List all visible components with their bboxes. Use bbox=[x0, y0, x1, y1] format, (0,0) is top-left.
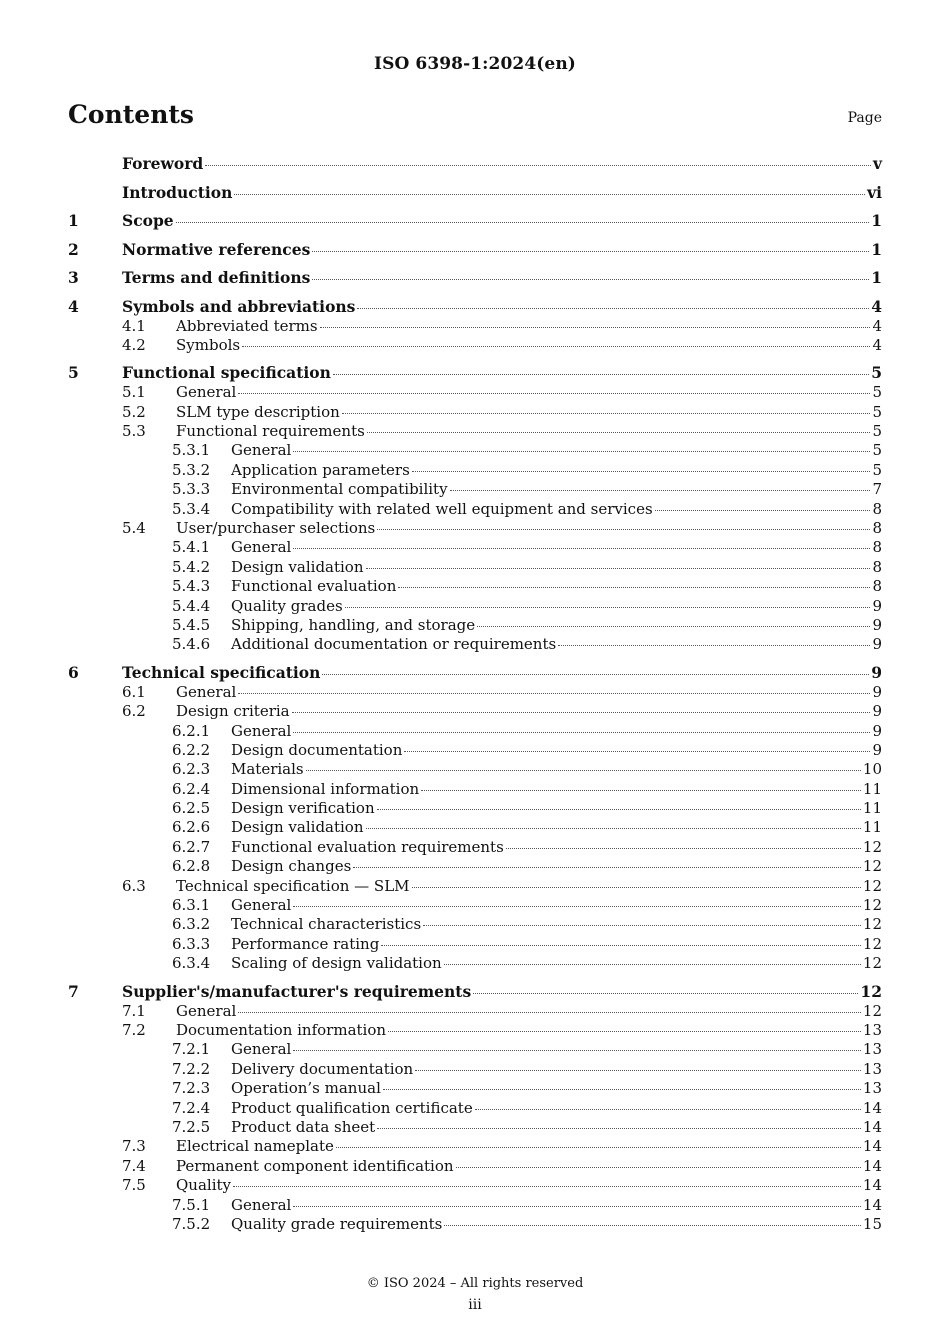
page-column-label: Page bbox=[847, 110, 882, 126]
toc-entry-number: 5.3 bbox=[122, 422, 146, 441]
toc-entry[interactable] bbox=[68, 519, 882, 538]
toc-entry-number: 4 bbox=[68, 296, 79, 316]
toc-entry-number: 5.4.2 bbox=[172, 557, 211, 576]
toc-entry[interactable] bbox=[68, 818, 882, 837]
toc-entry-title: Design verification bbox=[231, 799, 375, 818]
toc-entry[interactable] bbox=[68, 1196, 882, 1215]
toc-entry[interactable] bbox=[68, 336, 882, 355]
toc-entry-number: 6.3.2 bbox=[172, 915, 211, 934]
toc-entry[interactable] bbox=[68, 1176, 882, 1195]
table-of-contents bbox=[68, 153, 882, 1234]
toc-entry-page: 9 bbox=[872, 702, 882, 721]
toc-dot-leader bbox=[475, 1108, 861, 1110]
toc-entry-title: User/purchaser selections bbox=[176, 519, 376, 538]
toc-entry[interactable] bbox=[68, 1060, 882, 1079]
toc-entry-title: Permanent component identification bbox=[176, 1156, 454, 1175]
toc-entry[interactable] bbox=[68, 1137, 882, 1156]
toc-entry-number: 4.2 bbox=[122, 335, 146, 354]
toc-entry-number: 6.2.5 bbox=[172, 799, 211, 818]
toc-dot-leader bbox=[366, 827, 861, 829]
toc-entry-page: 14 bbox=[862, 1176, 882, 1195]
toc-entry[interactable] bbox=[68, 1157, 882, 1176]
toc-dot-leader bbox=[415, 1069, 861, 1071]
toc-entry-title: SLM type description bbox=[176, 402, 340, 421]
toc-entry-title: Operation’s manual bbox=[231, 1079, 381, 1098]
toc-entry-number: 7.2.1 bbox=[172, 1040, 211, 1059]
toc-entry[interactable] bbox=[68, 780, 882, 799]
toc-entry[interactable] bbox=[68, 935, 882, 954]
toc-entry-page: 4 bbox=[872, 316, 882, 335]
toc-entry[interactable] bbox=[68, 635, 882, 654]
toc-entry[interactable] bbox=[68, 1099, 882, 1118]
toc-entry[interactable] bbox=[68, 577, 882, 596]
toc-entry-number: 1 bbox=[68, 211, 79, 230]
toc-entry-title: Symbols and abbreviations bbox=[122, 296, 356, 316]
toc-entry-page: v bbox=[872, 154, 882, 173]
toc-dot-leader bbox=[293, 450, 870, 452]
toc-entry-title: Scaling of design validation bbox=[231, 954, 442, 973]
toc-entry-page: 5 bbox=[871, 363, 882, 383]
toc-entry-number: 4.1 bbox=[122, 316, 146, 335]
toc-entry-number: 7.2.5 bbox=[172, 1117, 211, 1136]
toc-entry-page: 8 bbox=[872, 577, 882, 596]
toc-dot-leader bbox=[234, 193, 865, 195]
toc-entry[interactable] bbox=[68, 896, 882, 915]
toc-entry[interactable] bbox=[68, 981, 882, 1002]
toc-entry-title: General bbox=[231, 721, 292, 740]
toc-entry-title: Quality bbox=[176, 1176, 231, 1195]
toc-entry-title: Symbols bbox=[176, 335, 241, 354]
toc-dot-leader bbox=[456, 1166, 861, 1168]
toc-entry-title: Application parameters bbox=[231, 460, 410, 479]
toc-entry-title: Electrical nameplate bbox=[176, 1137, 334, 1156]
toc-entry-page: 13 bbox=[862, 1059, 882, 1078]
toc-dot-leader bbox=[506, 847, 861, 849]
toc-entry-page: 12 bbox=[862, 857, 882, 876]
toc-dot-leader bbox=[312, 278, 869, 280]
toc-entry[interactable] bbox=[68, 461, 882, 480]
toc-entry-title: General bbox=[231, 1195, 292, 1214]
toc-dot-leader bbox=[293, 731, 870, 733]
toc-entry-page: 4 bbox=[871, 296, 882, 316]
toc-entry[interactable] bbox=[68, 210, 882, 231]
toc-dot-leader bbox=[450, 489, 871, 491]
toc-dot-leader bbox=[473, 992, 858, 994]
toc-entry-number: 6.3.1 bbox=[172, 896, 211, 915]
toc-entry[interactable] bbox=[68, 538, 882, 557]
toc-entry-page: 12 bbox=[862, 954, 882, 973]
toc-entry-page: 7 bbox=[872, 480, 882, 499]
toc-dot-leader bbox=[383, 1088, 861, 1090]
toc-entry[interactable] bbox=[68, 1079, 882, 1098]
toc-entry-title: Supplier's/manufacturer's requirements bbox=[122, 981, 472, 1001]
toc-entry-page: 11 bbox=[862, 779, 882, 798]
toc-entry-page: 9 bbox=[872, 615, 882, 634]
toc-entry-title: Environmental compatibility bbox=[231, 480, 448, 499]
toc-entry-page: 9 bbox=[872, 682, 882, 701]
toc-entry-number: 2 bbox=[68, 239, 79, 259]
toc-entry[interactable] bbox=[68, 480, 882, 499]
toc-entry-page: 9 bbox=[872, 721, 882, 740]
toc-entry-title: General bbox=[231, 896, 292, 915]
toc-entry-number: 6.1 bbox=[122, 682, 146, 701]
toc-entry-number: 7.5 bbox=[122, 1176, 146, 1195]
toc-entry-number: 6.2.8 bbox=[172, 857, 211, 876]
toc-entry-title: Materials bbox=[231, 760, 304, 779]
toc-entry-page: 10 bbox=[862, 760, 882, 779]
toc-entry[interactable] bbox=[68, 915, 882, 934]
toc-entry-number: 5.4.5 bbox=[172, 615, 211, 634]
toc-entry-title: Performance rating bbox=[231, 934, 380, 953]
toc-dot-leader bbox=[333, 373, 869, 375]
toc-dot-leader bbox=[336, 1146, 861, 1148]
toc-entry-page: 8 bbox=[872, 519, 882, 538]
toc-entry[interactable] bbox=[68, 799, 882, 818]
toc-entry-number: 5.3.2 bbox=[172, 460, 211, 479]
toc-entry-number: 5.4.4 bbox=[172, 596, 211, 615]
toc-dot-leader bbox=[367, 431, 871, 433]
toc-entry[interactable] bbox=[68, 403, 882, 422]
toc-dot-leader bbox=[377, 808, 861, 810]
toc-dot-leader bbox=[342, 412, 871, 414]
toc-dot-leader bbox=[398, 586, 870, 588]
toc-dot-leader bbox=[388, 1030, 861, 1032]
toc-entry-page: 9 bbox=[871, 662, 882, 682]
toc-entry-page: 11 bbox=[862, 799, 882, 818]
toc-entry-title: Functional evaluation requirements bbox=[231, 837, 504, 856]
toc-dot-leader bbox=[366, 567, 871, 569]
toc-dot-leader bbox=[320, 326, 871, 328]
toc-dot-leader bbox=[205, 164, 871, 166]
toc-entry-number: 5.4.3 bbox=[172, 577, 211, 596]
toc-entry-title: Documentation information bbox=[176, 1021, 387, 1039]
toc-entry-page: 5 bbox=[872, 460, 882, 479]
toc-entry-page: 4 bbox=[872, 335, 882, 354]
toc-entry-number: 7.1 bbox=[122, 1001, 146, 1020]
toc-dot-leader bbox=[412, 470, 871, 472]
toc-entry-number: 7 bbox=[68, 981, 79, 1001]
toc-entry[interactable] bbox=[68, 1002, 882, 1021]
toc-entry[interactable] bbox=[68, 877, 882, 896]
toc-entry-number: 6.3.3 bbox=[172, 934, 211, 953]
toc-entry-title: Normative references bbox=[122, 239, 311, 259]
toc-entry-page: 12 bbox=[862, 876, 882, 895]
toc-entry-page: 12 bbox=[862, 934, 882, 953]
toc-entry-title: Shipping, handling, and storage bbox=[231, 615, 476, 634]
toc-entry-title: Scope bbox=[122, 211, 174, 230]
toc-entry-page: 14 bbox=[862, 1156, 882, 1175]
toc-entry-page: 14 bbox=[862, 1137, 882, 1156]
toc-entry-number: 7.3 bbox=[122, 1137, 146, 1156]
toc-dot-leader bbox=[357, 307, 869, 309]
toc-entry-title: Design criteria bbox=[176, 702, 290, 721]
toc-entry[interactable] bbox=[68, 838, 882, 857]
toc-entry-number: 5.1 bbox=[122, 383, 146, 402]
toc-entry-number: 7.4 bbox=[122, 1156, 146, 1175]
toc-entry[interactable] bbox=[68, 383, 882, 402]
toc-entry-page: 12 bbox=[862, 837, 882, 856]
toc-entry-number: 5.2 bbox=[122, 402, 146, 421]
toc-entry-title: General bbox=[176, 682, 237, 701]
toc-entry[interactable] bbox=[68, 267, 882, 288]
toc-dot-leader bbox=[233, 1185, 861, 1187]
toc-entry-page: 12 bbox=[862, 896, 882, 915]
toc-dot-leader bbox=[444, 1224, 861, 1226]
toc-entry-title: Delivery documentation bbox=[231, 1059, 414, 1078]
toc-entry-page: 5 bbox=[872, 383, 882, 402]
toc-entry[interactable] bbox=[68, 1040, 882, 1059]
toc-entry-title: Design changes bbox=[231, 857, 352, 876]
toc-entry[interactable] bbox=[68, 857, 882, 876]
toc-entry[interactable] bbox=[68, 296, 882, 317]
footer-copyright: © ISO 2024 – All rights reserved bbox=[366, 1276, 584, 1291]
toc-dot-leader bbox=[293, 905, 861, 907]
toc-entry-page: 5 bbox=[872, 441, 882, 460]
toc-entry-title: Product qualification certificate bbox=[231, 1098, 473, 1117]
toc-entry-title: General bbox=[231, 1040, 292, 1059]
toc-dot-leader bbox=[377, 1127, 861, 1129]
toc-dot-leader bbox=[242, 345, 870, 347]
toc-dot-leader bbox=[292, 711, 871, 713]
toc-entry-title: Technical characteristics bbox=[231, 915, 422, 934]
toc-entry-number: 6 bbox=[68, 662, 79, 682]
toc-dot-leader bbox=[412, 886, 861, 888]
toc-entry-page: 5 bbox=[872, 402, 882, 421]
toc-entry-page: 1 bbox=[871, 268, 882, 287]
toc-dot-leader bbox=[306, 769, 861, 771]
toc-entry-number: 6.2.6 bbox=[172, 818, 211, 837]
toc-entry[interactable] bbox=[68, 741, 882, 760]
toc-entry-title: Design validation bbox=[231, 818, 364, 837]
toc-entry-title: General bbox=[176, 383, 237, 402]
toc-entry-number: 7.2.2 bbox=[172, 1059, 211, 1078]
toc-entry-number: 5.4.1 bbox=[172, 538, 211, 557]
toc-entry[interactable] bbox=[68, 441, 882, 460]
toc-entry-number: 7.5.1 bbox=[172, 1195, 211, 1214]
toc-entry-page: 14 bbox=[862, 1117, 882, 1136]
toc-entry[interactable] bbox=[68, 239, 882, 260]
toc-entry-title: Compatibility with related well equipment and services bbox=[231, 499, 653, 518]
toc-dot-leader bbox=[238, 392, 870, 394]
toc-entry-title: Functional evaluation bbox=[231, 577, 397, 596]
toc-entry-page: 8 bbox=[872, 538, 882, 557]
toc-entry-number: 6.2.2 bbox=[172, 740, 211, 759]
toc-dot-leader bbox=[444, 963, 861, 965]
toc-dot-leader bbox=[558, 644, 870, 646]
toc-entry-number: 7.2.4 bbox=[172, 1098, 211, 1117]
toc-entry-number: 7.5.2 bbox=[172, 1214, 211, 1233]
toc-entry-number: 5.3.3 bbox=[172, 480, 211, 499]
toc-entry-page: 12 bbox=[862, 1001, 882, 1020]
toc-entry-page: 13 bbox=[862, 1079, 882, 1098]
toc-entry-title: Dimensional information bbox=[231, 779, 420, 798]
toc-dot-leader bbox=[381, 944, 861, 946]
toc-entry-title: Abbreviated terms bbox=[176, 316, 318, 335]
toc-entry-number: 5.4.6 bbox=[172, 635, 211, 654]
toc-entry-page: 11 bbox=[862, 818, 882, 837]
toc-entry-number: 6.2.4 bbox=[172, 779, 211, 798]
toc-entry-title: Quality grade requirements bbox=[231, 1214, 443, 1233]
toc-entry[interactable] bbox=[68, 683, 882, 702]
toc-entry-page: 14 bbox=[862, 1098, 882, 1117]
toc-entry-page: 8 bbox=[872, 499, 882, 518]
toc-entry-title: General bbox=[176, 1001, 237, 1020]
toc-entry-number: 6.2 bbox=[122, 702, 146, 721]
toc-entry-number: 6.2.3 bbox=[172, 760, 211, 779]
toc-entry[interactable] bbox=[68, 362, 882, 383]
footer-page-number: iii bbox=[468, 1297, 482, 1313]
toc-entry-page: 13 bbox=[862, 1021, 882, 1039]
toc-entry-number: 3 bbox=[68, 268, 79, 287]
toc-dot-leader bbox=[345, 606, 871, 608]
toc-entry[interactable] bbox=[68, 722, 882, 741]
toc-entry-number: 6.2.7 bbox=[172, 837, 211, 856]
toc-entry-page: 12 bbox=[860, 981, 882, 1001]
toc-entry-title: Functional specification bbox=[122, 363, 331, 383]
toc-dot-leader bbox=[377, 528, 870, 530]
toc-dot-leader bbox=[322, 673, 869, 675]
toc-entry-number: 7.2 bbox=[122, 1021, 146, 1039]
toc-entry-page: 1 bbox=[871, 211, 882, 230]
toc-entry-page: 15 bbox=[862, 1214, 882, 1233]
toc-entry-title: Design validation bbox=[231, 557, 364, 576]
toc-entry-title: Functional requirements bbox=[176, 422, 365, 441]
toc-entry-title: Technical specification — SLM bbox=[176, 876, 410, 895]
toc-entry-page: 8 bbox=[872, 557, 882, 576]
toc-entry[interactable] bbox=[68, 153, 882, 174]
toc-entry[interactable] bbox=[68, 500, 882, 519]
toc-entry-page: 9 bbox=[872, 635, 882, 654]
toc-entry-title: Quality grades bbox=[231, 596, 343, 615]
toc-entry[interactable] bbox=[68, 1021, 882, 1040]
document-header: ISO 6398-1:2024(en) bbox=[374, 54, 576, 74]
toc-dot-leader bbox=[176, 221, 870, 223]
toc-entry-page: 9 bbox=[872, 740, 882, 759]
toc-entry-page: 12 bbox=[862, 915, 882, 934]
toc-entry-page: 9 bbox=[872, 596, 882, 615]
toc-dot-leader bbox=[312, 250, 869, 252]
toc-entry-number: 5 bbox=[68, 363, 79, 383]
toc-dot-leader bbox=[423, 924, 861, 926]
toc-entry[interactable] bbox=[68, 1215, 882, 1234]
toc-entry-title: Foreword bbox=[122, 154, 204, 173]
toc-dot-leader bbox=[477, 625, 870, 627]
toc-entry-number: 6.3.4 bbox=[172, 954, 211, 973]
toc-entry-number: 5.4 bbox=[122, 519, 146, 538]
toc-entry[interactable] bbox=[68, 182, 882, 203]
toc-dot-leader bbox=[421, 789, 861, 791]
toc-entry-number: 5.3.1 bbox=[172, 441, 211, 460]
toc-entry-title: Introduction bbox=[122, 182, 233, 202]
toc-entry-number: 7.2.3 bbox=[172, 1079, 211, 1098]
toc-entry-title: Design documentation bbox=[231, 740, 403, 759]
toc-dot-leader bbox=[238, 1011, 861, 1013]
toc-dot-leader bbox=[238, 692, 870, 694]
toc-entry-page: 5 bbox=[872, 422, 882, 441]
toc-entry-page: vi bbox=[867, 182, 882, 202]
toc-entry-page: 1 bbox=[871, 239, 882, 259]
toc-dot-leader bbox=[404, 750, 870, 752]
contents-title: Contents bbox=[68, 100, 195, 129]
toc-entry-title: General bbox=[231, 441, 292, 460]
toc-entry-number: 5.3.4 bbox=[172, 499, 211, 518]
toc-entry[interactable] bbox=[68, 760, 882, 779]
toc-entry-number: 6.3 bbox=[122, 876, 146, 895]
toc-dot-leader bbox=[293, 1205, 861, 1207]
toc-entry[interactable] bbox=[68, 702, 882, 721]
toc-entry[interactable] bbox=[68, 954, 882, 973]
toc-entry[interactable] bbox=[68, 597, 882, 616]
toc-entry[interactable] bbox=[68, 422, 882, 441]
toc-entry-title: General bbox=[231, 538, 292, 557]
toc-entry-title: Technical specification bbox=[122, 662, 321, 682]
toc-entry-title: Product data sheet bbox=[231, 1117, 376, 1136]
toc-entry[interactable] bbox=[68, 662, 882, 683]
toc-entry-page: 14 bbox=[862, 1195, 882, 1214]
toc-entry-title: Terms and definitions bbox=[122, 268, 311, 287]
toc-dot-leader bbox=[293, 547, 870, 549]
toc-entry-page: 13 bbox=[862, 1040, 882, 1059]
toc-dot-leader bbox=[293, 1049, 861, 1051]
toc-entry[interactable] bbox=[68, 317, 882, 336]
toc-entry[interactable] bbox=[68, 616, 882, 635]
toc-entry-number: 6.2.1 bbox=[172, 721, 211, 740]
toc-entry[interactable] bbox=[68, 558, 882, 577]
toc-dot-leader bbox=[655, 509, 871, 511]
toc-entry[interactable] bbox=[68, 1118, 882, 1137]
toc-dot-leader bbox=[353, 866, 861, 868]
toc-entry-title: Additional documentation or requirements bbox=[231, 635, 557, 654]
